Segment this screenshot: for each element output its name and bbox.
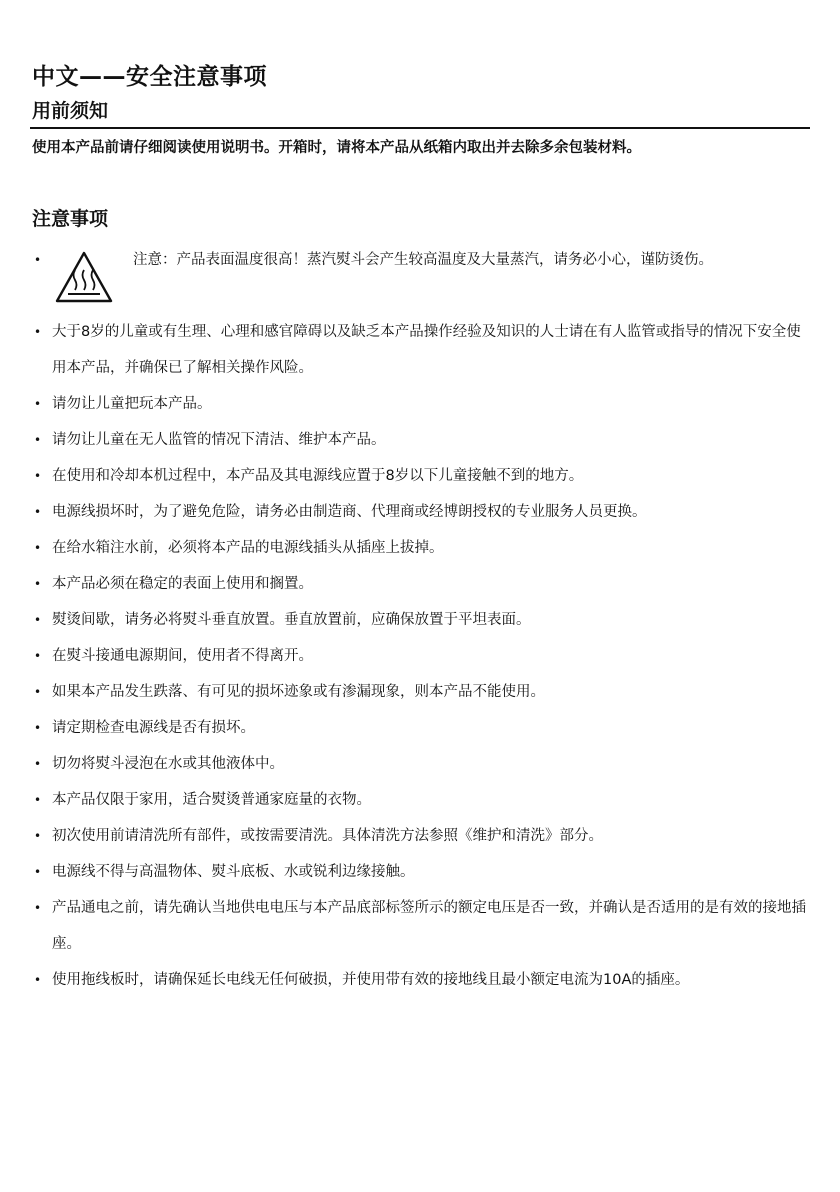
list-item [0, 242, 840, 314]
bullet: • [34, 649, 42, 663]
list-item [0, 530, 840, 566]
list-item-text: 电源线损坏时，为了避免危险，请务必由制造商、代理商或经博朗授权的专业服务人员更换。 [52, 504, 647, 520]
list-item [0, 566, 840, 602]
list-item-text: 请勿让儿童在无人监管的情况下清洁、维护本产品。 [52, 432, 386, 448]
bullet: • [34, 757, 42, 771]
list-item [0, 458, 840, 494]
list-item-text: 本产品必须在稳定的表面上使用和搁置。 [52, 576, 313, 592]
list-item-text: 请定期检查电源线是否有损坏。 [52, 720, 255, 736]
list-item [0, 710, 840, 746]
list-item [0, 818, 840, 854]
hot-surface-warning-icon [54, 250, 114, 304]
list-item-text: 在给水箱注水前，必须将本产品的电源线插头从插座上拔掉。 [52, 540, 444, 556]
list-item-text: 初次使用前请清洗所有部件，或按需要清洗。具体清洗方法参照《维护和清洗》部分。 [52, 828, 603, 844]
precautions-heading: 注意事项 [32, 208, 109, 230]
bullet: • [34, 721, 42, 735]
list-item [0, 962, 840, 998]
list-item-text: 如果本产品发生跌落、有可见的损坏迹象或有渗漏现象，则本产品不能使用。 [52, 684, 545, 700]
bullet: • [34, 685, 42, 699]
list-item-text: 在使用和冷却本机过程中，本产品及其电源线应置于8岁以下儿童接触不到的地方。 [52, 468, 584, 484]
list-item [0, 314, 840, 386]
page-title: 中文——安全注意事项 [32, 64, 267, 90]
list-item-text: 请勿让儿童把玩本产品。 [52, 396, 212, 412]
list-item [0, 638, 840, 674]
bullet: • [34, 505, 42, 519]
bullet: • [34, 541, 42, 555]
bullet: • [34, 577, 42, 591]
list-item [0, 890, 840, 962]
bullet: • [34, 829, 42, 843]
intro-paragraph: 使用本产品前请仔细阅读使用说明书。开箱时，请将本产品从纸箱内取出并去除多余包装材料。 [32, 140, 641, 156]
pre-use-heading: 用前须知 [32, 100, 109, 122]
list-item-text: 电源线不得与高温物体、熨斗底板、水或锐利边缘接触。 [52, 864, 415, 880]
bullet: • [34, 973, 42, 987]
bullet: • [34, 469, 42, 483]
list-item-text: 切勿将熨斗浸泡在水或其他液体中。 [52, 756, 284, 772]
list-item-text: 产品通电之前，请先确认当地供电电压与本产品底部标签所示的额定电压是否一致，并确认是否适用的是有效的接地插座。 [52, 900, 806, 952]
list-item [0, 386, 840, 422]
list-item-text: 本产品仅限于家用，适合熨烫普通家庭量的衣物。 [52, 792, 371, 808]
bullet: • [34, 433, 42, 447]
list-item [0, 602, 840, 638]
list-item-text: 熨烫间歇，请务必将熨斗垂直放置。垂直放置前，应确保放置于平坦表面。 [52, 612, 531, 628]
bullet: • [34, 613, 42, 627]
list-item [0, 782, 840, 818]
bullet: • [34, 397, 42, 411]
list-item-text: 在熨斗接通电源期间，使用者不得离开。 [52, 648, 313, 664]
bullet: • [34, 901, 42, 915]
list-item [0, 494, 840, 530]
list-item [0, 674, 840, 710]
precautions-list [0, 242, 840, 998]
list-item [0, 422, 840, 458]
list-item-text: 注意：产品表面温度很高！蒸汽熨斗会产生较高温度及大量蒸汽，请务必小心，谨防烫伤。 [133, 252, 713, 268]
list-item [0, 746, 840, 782]
list-item [0, 854, 840, 890]
bullet: • [34, 793, 42, 807]
bullet: • [34, 865, 42, 879]
bullet: • [34, 253, 42, 267]
bullet: • [34, 325, 42, 339]
list-item-text: 大于8岁的儿童或有生理、心理和感官障碍以及缺乏本产品操作经验及知识的人士请在有人监管或指导的情况下安全使用本产品，并确保已了解相关操作风险。 [52, 324, 801, 376]
list-item-text: 使用拖线板时，请确保延长电线无任何破损，并使用带有效的接地线且最小额定电流为10A的插座。 [52, 972, 690, 988]
heading-divider [30, 127, 810, 129]
